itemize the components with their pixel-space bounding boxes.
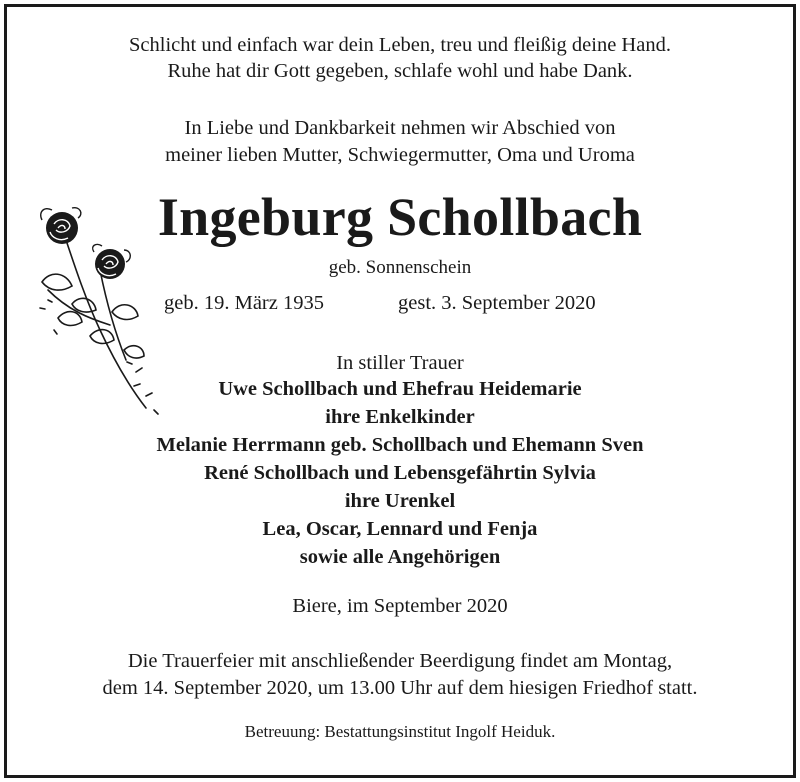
deceased-name: Ingeburg Schollbach	[157, 187, 643, 247]
mourner-line: sowie alle Angehörigen	[299, 546, 501, 568]
funeral-home-credit: Betreuung: Bestattungsinstitut Ingolf Heiduk.	[244, 722, 556, 741]
funeral-line-1: Die Trauerfeier mit anschließender Beerdigung findet am Montag,	[127, 650, 673, 672]
intro-line-2: meiner lieben Mutter, Schwiegermutter, Oma und Uroma	[165, 144, 635, 166]
verse-line-2: Ruhe hat dir Gott gegeben, schlafe wohl und habe Dank.	[167, 60, 633, 82]
mourner-line: ihre Urenkel	[344, 490, 456, 512]
intro-line-1: In Liebe und Dankbarkeit nehmen wir Abschied von	[184, 117, 616, 139]
mourner-line: Melanie Herrmann geb. Schollbach und Ehemann Sven	[156, 434, 644, 456]
funeral-line-2: dem 14. September 2020, um 13.00 Uhr auf dem hiesigen Friedhof statt.	[102, 677, 698, 699]
mourner-line: Lea, Oscar, Lennard und Fenja	[262, 518, 538, 540]
mourners-heading: In stiller Trauer	[336, 352, 464, 374]
place-date: Biere, im September 2020	[292, 595, 508, 617]
mourner-line: Uwe Schollbach und Ehefrau Heidemarie	[218, 378, 582, 400]
mourner-line: René Schollbach und Lebensgefährtin Sylvia	[204, 462, 596, 484]
verse-line-1: Schlicht und einfach war dein Leben, treu und fleißig deine Hand.	[129, 34, 671, 56]
birth-date: geb. 19. März 1935	[164, 292, 324, 314]
death-date: gest. 3. September 2020	[398, 292, 596, 314]
mourner-line: ihre Enkelkinder	[325, 406, 475, 428]
maiden-name: geb. Sonnenschein	[328, 257, 472, 278]
